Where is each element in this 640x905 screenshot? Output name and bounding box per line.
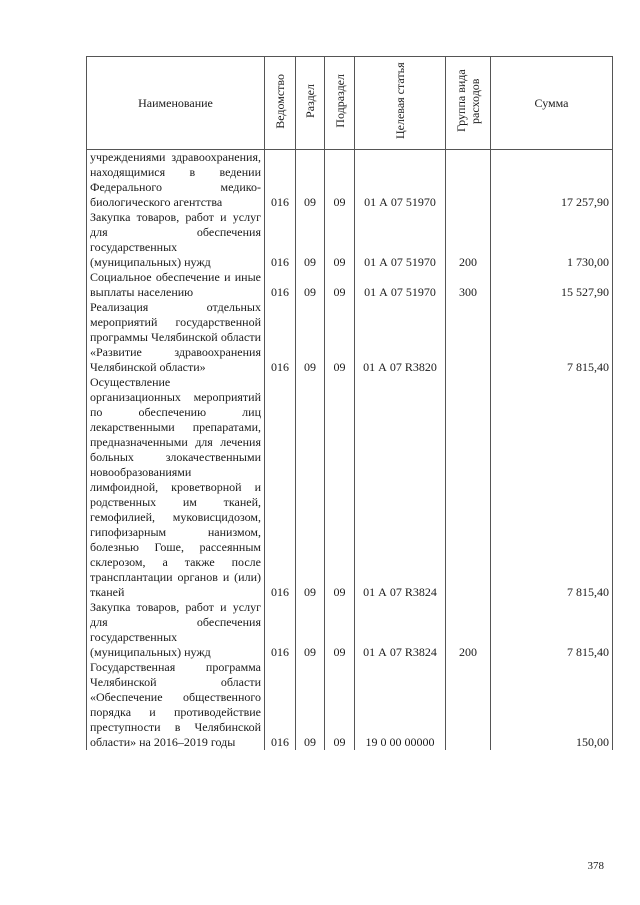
header-target: Целевая статья bbox=[355, 57, 446, 150]
table-row bbox=[87, 300, 613, 375]
row-department: 016 bbox=[265, 375, 296, 600]
row-expense-group bbox=[446, 300, 491, 375]
row-target: 01 А 07 51970 bbox=[355, 210, 446, 270]
table-row bbox=[87, 600, 613, 660]
row-subsection: 09 bbox=[325, 150, 355, 211]
budget-table bbox=[86, 56, 613, 750]
row-expense-group bbox=[446, 375, 491, 600]
row-department: 016 bbox=[265, 270, 296, 300]
row-expense-group: 200 bbox=[446, 600, 491, 660]
row-sum: 7 815,40 bbox=[491, 375, 613, 600]
row-department: 016 bbox=[265, 150, 296, 211]
row-name: Социальное обеспечение и иные выплаты населению bbox=[87, 270, 265, 300]
row-target: 01 А 07 R3824 bbox=[355, 600, 446, 660]
header-name: Наименование bbox=[87, 57, 265, 150]
row-subsection: 09 bbox=[325, 600, 355, 660]
row-sum: 150,00 bbox=[491, 660, 613, 750]
header-expense-group: Группа вида расходов bbox=[446, 57, 491, 150]
row-section: 09 bbox=[296, 270, 325, 300]
row-department: 016 bbox=[265, 300, 296, 375]
row-target: 01 А 07 R3820 bbox=[355, 300, 446, 375]
row-name: Реализация отдельных мероприятий государственной программы Челябинской области «Развитие здравоохранения Челябинской области» bbox=[87, 300, 265, 375]
row-name: Осуществление организационных мероприятий по обеспечению лиц лекарственными препаратами, предназначенными для лечения больных злокачественными новообразованиями лимфоидной, кроветворной и родственных им тканей, гемофилией, муковисцидозом, гипофизарным нанизмом, болезнью Гоше, рассеянным склерозом, а также после трансплантации органов и (или) тканей bbox=[87, 375, 265, 600]
row-target: 01 А 07 R3824 bbox=[355, 375, 446, 600]
row-name: Закупка товаров, работ и услуг для обеспечения государственных (муниципальных) нужд bbox=[87, 600, 265, 660]
row-section: 09 bbox=[296, 600, 325, 660]
row-target: 01 А 07 51970 bbox=[355, 270, 446, 300]
row-department: 016 bbox=[265, 660, 296, 750]
row-target: 19 0 00 00000 bbox=[355, 660, 446, 750]
row-department: 016 bbox=[265, 210, 296, 270]
row-department: 016 bbox=[265, 600, 296, 660]
row-subsection: 09 bbox=[325, 270, 355, 300]
row-subsection: 09 bbox=[325, 660, 355, 750]
header-subsection: Подраздел bbox=[325, 57, 355, 150]
row-section: 09 bbox=[296, 150, 325, 211]
row-name: учреждениями здравоохранения, находящимися в ведении Федерального медико-биологического агентства bbox=[87, 150, 265, 211]
header-sum: Сумма bbox=[491, 57, 613, 150]
row-subsection: 09 bbox=[325, 300, 355, 375]
row-name: Государственная программа Челябинской области «Обеспечение общественного порядка и противодействие преступности в Челябинской области» на 2016–2019 годы bbox=[87, 660, 265, 750]
row-section: 09 bbox=[296, 210, 325, 270]
table-row bbox=[87, 150, 613, 211]
header-section: Раздел bbox=[296, 57, 325, 150]
row-section: 09 bbox=[296, 660, 325, 750]
row-expense-group: 200 bbox=[446, 210, 491, 270]
row-sum: 7 815,40 bbox=[491, 600, 613, 660]
row-section: 09 bbox=[296, 300, 325, 375]
table-row bbox=[87, 660, 613, 750]
row-expense-group bbox=[446, 150, 491, 211]
table-row bbox=[87, 210, 613, 270]
row-target: 01 А 07 51970 bbox=[355, 150, 446, 211]
row-sum: 7 815,40 bbox=[491, 300, 613, 375]
row-subsection: 09 bbox=[325, 210, 355, 270]
table-row bbox=[87, 270, 613, 300]
row-sum: 17 257,90 bbox=[491, 150, 613, 211]
row-expense-group: 300 bbox=[446, 270, 491, 300]
page-number: 378 bbox=[587, 860, 604, 872]
table-header-row bbox=[87, 57, 613, 150]
row-subsection: 09 bbox=[325, 375, 355, 600]
table-row bbox=[87, 375, 613, 600]
row-sum: 15 527,90 bbox=[491, 270, 613, 300]
row-name: Закупка товаров, работ и услуг для обеспечения государственных (муниципальных) нужд bbox=[87, 210, 265, 270]
row-sum: 1 730,00 bbox=[491, 210, 613, 270]
row-section: 09 bbox=[296, 375, 325, 600]
row-expense-group bbox=[446, 660, 491, 750]
header-department: Ведомство bbox=[265, 57, 296, 150]
